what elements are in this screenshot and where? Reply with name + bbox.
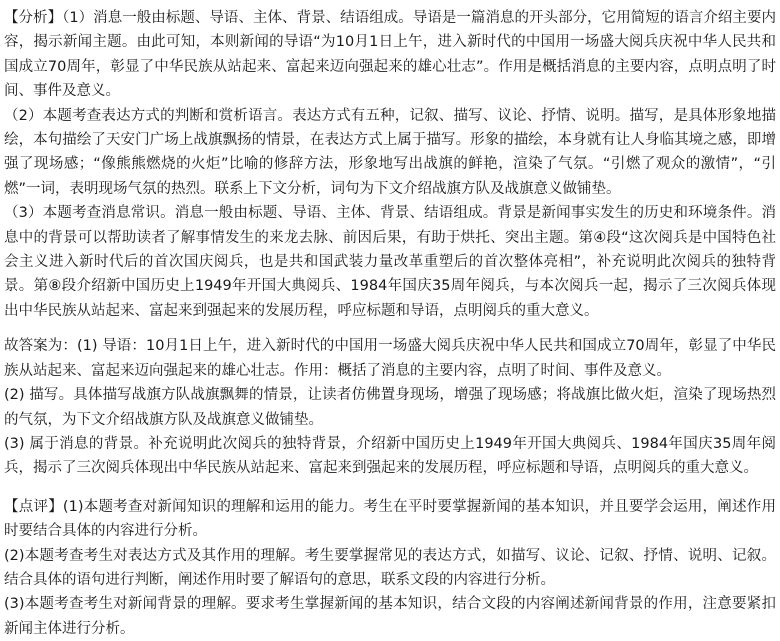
analysis-section [4,6,776,323]
comment-paragraph-3: (3)本题考查考生对新闻背景的理解。要求考生掌握新闻的基本知识，结合文段的内容阐述新闻背景的作用，注意要紧扣新闻主体进行分析。 [4,596,776,637]
answer-section [4,334,776,480]
analysis-paragraph-3: （3）本题考查消息常识。消息一般由标题、导语、主体、背景、结语组成。背景是新闻事实发生的历史和环境条件。消息中的背景可以帮助读者了解事情发生的来龙去脉、前因后果，有助于烘托、突出主题。第④段“这次阅兵是中国特色社会主义进入新时代后的首次国庆阅兵，也是共和国武装力量改革重塑后的首次整体亮相”，补充说明此次阅兵的独特背景。第⑧段介绍新中国历史上1949年开国大典阅兵、1984年国庆35周年阅兵，与本次阅兵一起，揭示了三次阅兵体现出中华民族从站起来、富起来到强起来的发展历程，呼应标题和导语，点明阅兵的重大意义。 [4,205,776,319]
section-spacer [4,323,776,334]
comment-paragraph-2: (2)本题考查考生对表达方式及其作用的理解。考生要掌握常见的表达方式，如描写、议论、记叙、抒情、说明、记叙。结合具体的语句进行判断，阐述作用时要了解语句的意思，联系文段的内容进行分析。 [4,547,776,588]
analysis-paragraph-2: （2）本题考查表达方式的判断和赏析语言。表达方式有五种，记叙、描写、议论、抒情、说明。描写，是具体形象地描绘，本句描绘了天安门广场上战旗飘扬的情景，在表达方式上属于描写。形象的描绘，本身就有让人身临其境之感，即增强了现场感；“像熊熊燃烧的火炬”比喻的修辞方法，形象地写出战旗的鲜艳，渲染了气氛。“引燃了观众的激情”，“引燃”一词，表明现场气氛的热烈。联系上下文分析，词句为下文介绍战旗方队及战旗意义做铺垫。 [4,107,776,197]
answer-paragraph-2: (2) 描写。具体描写战旗方队战旗飘舞的情景，让读者仿佛置身现场，增强了现场感；将战旗比做火炬，渲染了现场热烈的气氛，为下文介绍战旗方队及战旗意义做铺垫。 [4,387,776,428]
answer-paragraph-1: 故答案为：(1) 导语：10月1日上午，进入新时代的中国用一场盛大阅兵庆祝中华人民共和国成立70周年，彰显了中华民族从站起来、富起来迈向强起来的雄心壮志。作用：概括了消息的主要内容，点明了时间、事件及意义。 [4,338,776,379]
comment-section [4,495,776,641]
analysis-paragraph-1: 【分析】（1）消息一般由标题、导语、主体、背景、结语组成。导语是一篇消息的开头部分，它用简短的语言介绍主要内容，揭示新闻主题。由此可知，本则新闻的导语“为10月1日上午，进入新时代的中国用一场盛大阅兵庆祝中华人民共和国成立70周年，彰显了中华民族从站起来、富起来迈向强起来的雄心壮志”。作用是概括消息的主要内容，点明点明了时间、事件及意义。 [4,10,776,100]
comment-paragraph-1: 【点评】(1)本题考查对新闻知识的理解和运用的能力。考生在平时要掌握新闻的基本知识，并且要学会运用，阐述作用时要结合具体的内容进行分析。 [4,498,776,540]
answer-paragraph-3: (3) 属于消息的背景。补充说明此次阅兵的独特背景，介绍新中国历史上1949年开国大典阅兵、1984年国庆35周年阅兵，揭示了三次阅兵体现出中华民族从站起来、富起来到强起来的发展历程，呼应标题和导语，点明阅兵的重大意义。 [4,435,776,477]
section-spacer [4,481,776,495]
